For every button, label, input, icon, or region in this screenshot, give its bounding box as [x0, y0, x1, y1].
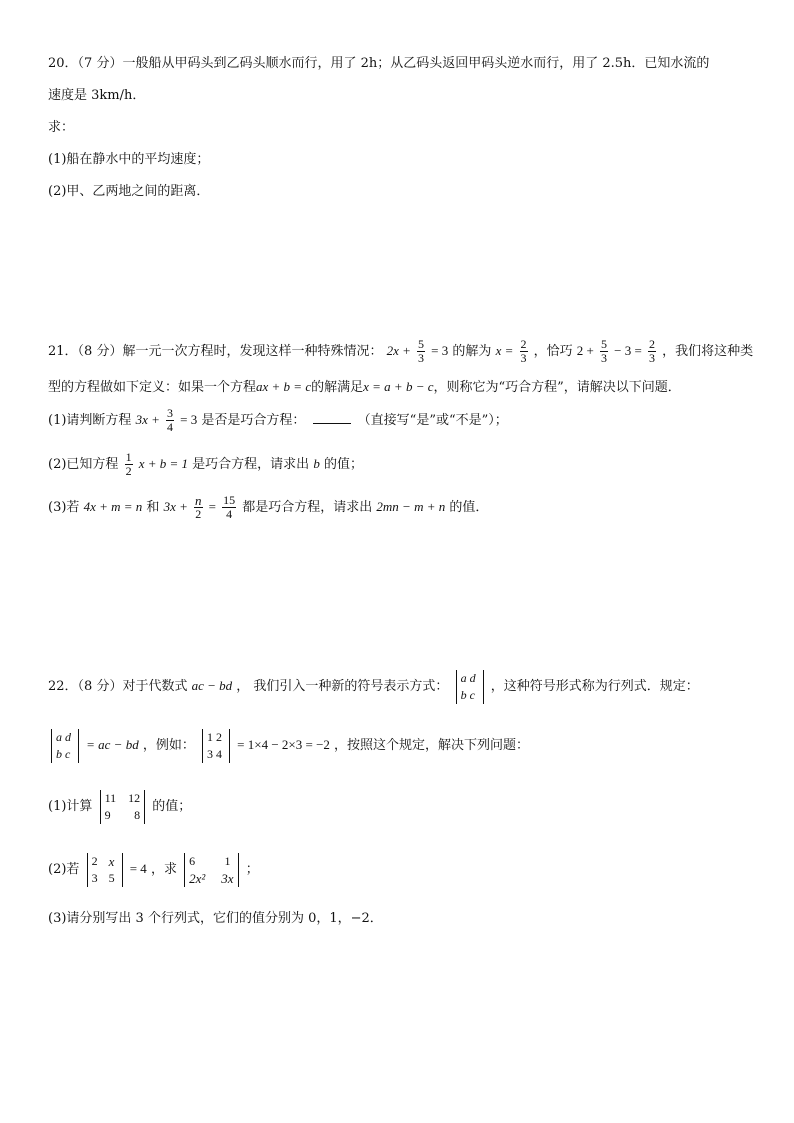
- q21-part3: (3)若 4x + m = n 和 3x + $\frac{n}{2}$ = $\frac{15}{4}$ 都是巧合方程，请求出 2mn − m + n 的值．: [48, 493, 489, 521]
- q22-line1: 22．（8 分）对于代数式 ac − bd ， 我们引入一种新的符号表示方式： a d b c ，这种符号形式称为行列式．规定：: [48, 670, 699, 702]
- q22-part1: (1)计算 11 12 9 8 的值；: [48, 790, 192, 822]
- determinant: a d b c: [51, 729, 79, 763]
- fraction: $\frac{5}{3}$: [418, 337, 425, 365]
- fraction: $\frac{15}{4}$: [223, 493, 236, 521]
- q20-line1: 20．（7 分）一般船从甲码头到乙码头顺水而行，用了 2h；从乙码头返回甲码头逆水而行，用了 2.5h．已知水流的: [48, 56, 710, 71]
- fraction: $\frac{1}{2}$: [125, 450, 132, 478]
- fraction: $\frac{2}{3}$: [520, 337, 527, 365]
- q20-ask: 求：: [48, 120, 75, 135]
- fraction: $\frac{2}{3}$: [648, 337, 655, 365]
- q21-line2: 型的方程做如下定义：如果一个方程ax + b = c的解满足x = a + b − c，则称它为“巧合方程”，请解决以下问题．: [48, 379, 681, 395]
- q22-part3: (3)请分别写出 3 个行列式，它们的值分别为 0，1，−2．: [48, 911, 383, 926]
- q22-line2: a d b c = ac − bd ，例如： 1 2 3 4 = 1×4 − 2×3 = −2 ，按照这个规定，解决下列问题：: [48, 727, 529, 764]
- answer-blank[interactable]: [313, 423, 351, 424]
- q22-part2: (2)若 2 x 3 5 = 4 ，求 6 1 2x² 3x ；: [48, 853, 259, 886]
- fraction: $\frac{5}{3}$: [601, 337, 608, 365]
- q21-line1: 21．（8 分）解一元一次方程时，发现这样一种特殊情况： 2x + $\frac{5}{3}$ = 3 的解为 x = $\frac{2}{3}$ ，恰巧 2 + $\frac{5}{3}$ − 3 = $\frac{2}{3}$ ，我们将这种类: [48, 337, 754, 365]
- determinant: 1 2 3 4: [202, 729, 230, 763]
- q20-line2: 速度是 3km/h．: [48, 88, 146, 103]
- q20-part1: (1)船在静水中的平均速度；: [48, 152, 210, 167]
- determinant: 2 x 3 5: [87, 853, 123, 887]
- fraction: $\frac{n}{2}$: [195, 493, 202, 521]
- q21-part1: (1)请判断方程 3x + $\frac{3}{4}$ = 3 是否是巧合方程： （直接写“是”或“不是”）；: [48, 406, 508, 434]
- q20-part2: (2)甲、乙两地之间的距离．: [48, 184, 210, 199]
- determinant: a d b c: [456, 670, 484, 704]
- q21-intro: 21．（8 分）解一元一次方程时，发现这样一种特殊情况：: [48, 344, 383, 359]
- fraction: $\frac{3}{4}$: [167, 406, 173, 434]
- q21-part2: (2)已知方程 $\frac{1}{2}$ x + b = 1 是巧合方程，请求出 b 的值；: [48, 450, 363, 478]
- determinant: 6 1 2x² 3x: [184, 853, 238, 887]
- determinant: 11 12 9 8: [100, 790, 146, 824]
